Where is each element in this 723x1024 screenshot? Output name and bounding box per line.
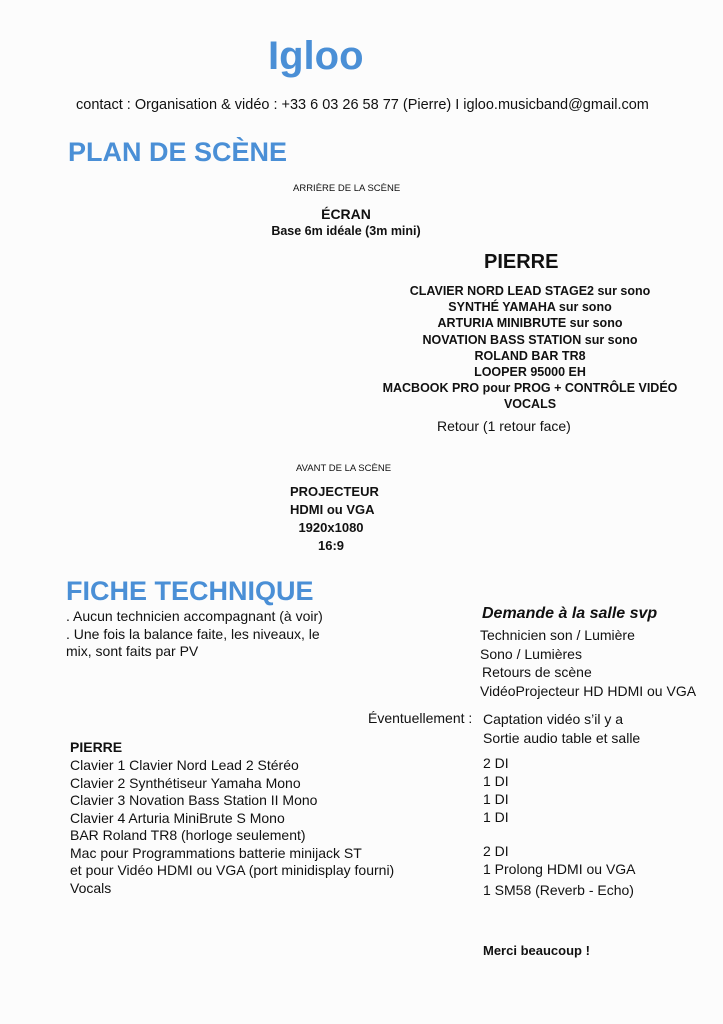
input-item: Clavier 3 Novation Bass Station II Mono [70, 792, 318, 808]
input-item: Mac pour Programmations batterie minijack ST [70, 844, 362, 861]
need-item: 1 DI [483, 809, 509, 825]
gear-item: VOCALS [503, 397, 557, 412]
optional-list [483, 710, 640, 747]
thanks-note: Merci beaucoup ! [483, 943, 590, 958]
need-item: 1 DI [483, 773, 509, 789]
input-item: Vocals [70, 879, 112, 896]
need-item: 2 DI [483, 843, 509, 859]
venue-request-list [480, 626, 696, 701]
performer-name: PIERRE [484, 251, 559, 273]
projector-block [290, 483, 379, 555]
need-item: 1 Prolong HDMI ou VGA [483, 861, 636, 877]
gear-item: LOOPER 95000 EH [474, 365, 586, 380]
gear-item: NOVATION BASS STATION sur sono [422, 332, 638, 347]
optional-label: Éventuellement : [368, 710, 473, 726]
need-item: 2 DI [483, 755, 509, 771]
gear-item: CLAVIER NORD LEAD STAGE2 sur sono [409, 284, 651, 298]
input-item: BAR Roland TR8 (horloge seulement) [70, 827, 306, 843]
stage-plan-heading: PLAN DE SCÈNE [68, 137, 288, 167]
front-of-stage-label: AVANT DE LA SCÈNE [296, 463, 392, 474]
optional-item: Sortie audio table et salle [483, 729, 641, 746]
gear-item: SYNTHÉ YAMAHA sur sono [448, 300, 612, 315]
venue-request-item: Technicien son / Lumière [480, 627, 635, 643]
input-item: Clavier 1 Clavier Nord Lead 2 Stéréo [70, 757, 299, 773]
gear-item: ARTURIA MINIBRUTE sur sono [437, 316, 623, 331]
input-list [70, 757, 394, 897]
venue-request-title: Demande à la salle svp [482, 605, 658, 622]
tech-sheet-heading: FICHE TECHNIQUE [66, 576, 314, 606]
need-item: 1 SM58 (Reverb - Echo) [483, 882, 634, 898]
gear-item: MACBOOK PRO pour PROG + CONTRÔLE VIDÉO [382, 381, 678, 396]
tech-note: mix, sont faits par PV [66, 643, 199, 659]
venue-request-item: Sono / Lumières [480, 645, 582, 662]
band-title: Igloo [268, 34, 364, 78]
projector-line: HDMI ou VGA [290, 502, 375, 517]
gear-item: ROLAND BAR TR8 [474, 348, 586, 363]
input-item: et pour Vidéo HDMI ou VGA (port minidisplay fourni) [70, 862, 395, 878]
input-list-person: PIERRE [70, 739, 123, 755]
venue-request-item: Retours de scène [482, 664, 592, 681]
contact-line: contact : Organisation & vidéo : +33 6 03 26 58 77 (Pierre) I igloo.musicband@gmail.com [76, 97, 649, 113]
tech-note: . Aucun technicien accompagnant (à voir) [66, 608, 323, 624]
input-item: Clavier 2 Synthétiseur Yamaha Mono [70, 774, 301, 791]
gear-list [340, 283, 720, 413]
retour-note: Retour (1 retour face) [437, 418, 571, 434]
projector-line: PROJECTEUR [290, 484, 379, 499]
venue-request-item: VidéoProjecteur HD HDMI ou VGA [480, 683, 697, 700]
screen-title: ÉCRAN [321, 206, 371, 222]
input-item: Clavier 4 Arturia MiniBrute S Mono [70, 809, 285, 826]
need-item: 1 DI [483, 791, 509, 807]
screen-subtitle: Base 6m idéale (3m mini) [271, 224, 421, 238]
back-of-stage-label: ARRIÈRE DE LA SCÈNE [293, 183, 401, 194]
tech-note: . Une fois la balance faite, les niveaux, le [66, 625, 320, 642]
projector-line: 1920x1080 [298, 520, 364, 535]
tech-notes [66, 608, 323, 661]
projector-line: 16:9 [317, 538, 345, 553]
optional-item: Captation vidéo s’il y a [483, 711, 624, 727]
